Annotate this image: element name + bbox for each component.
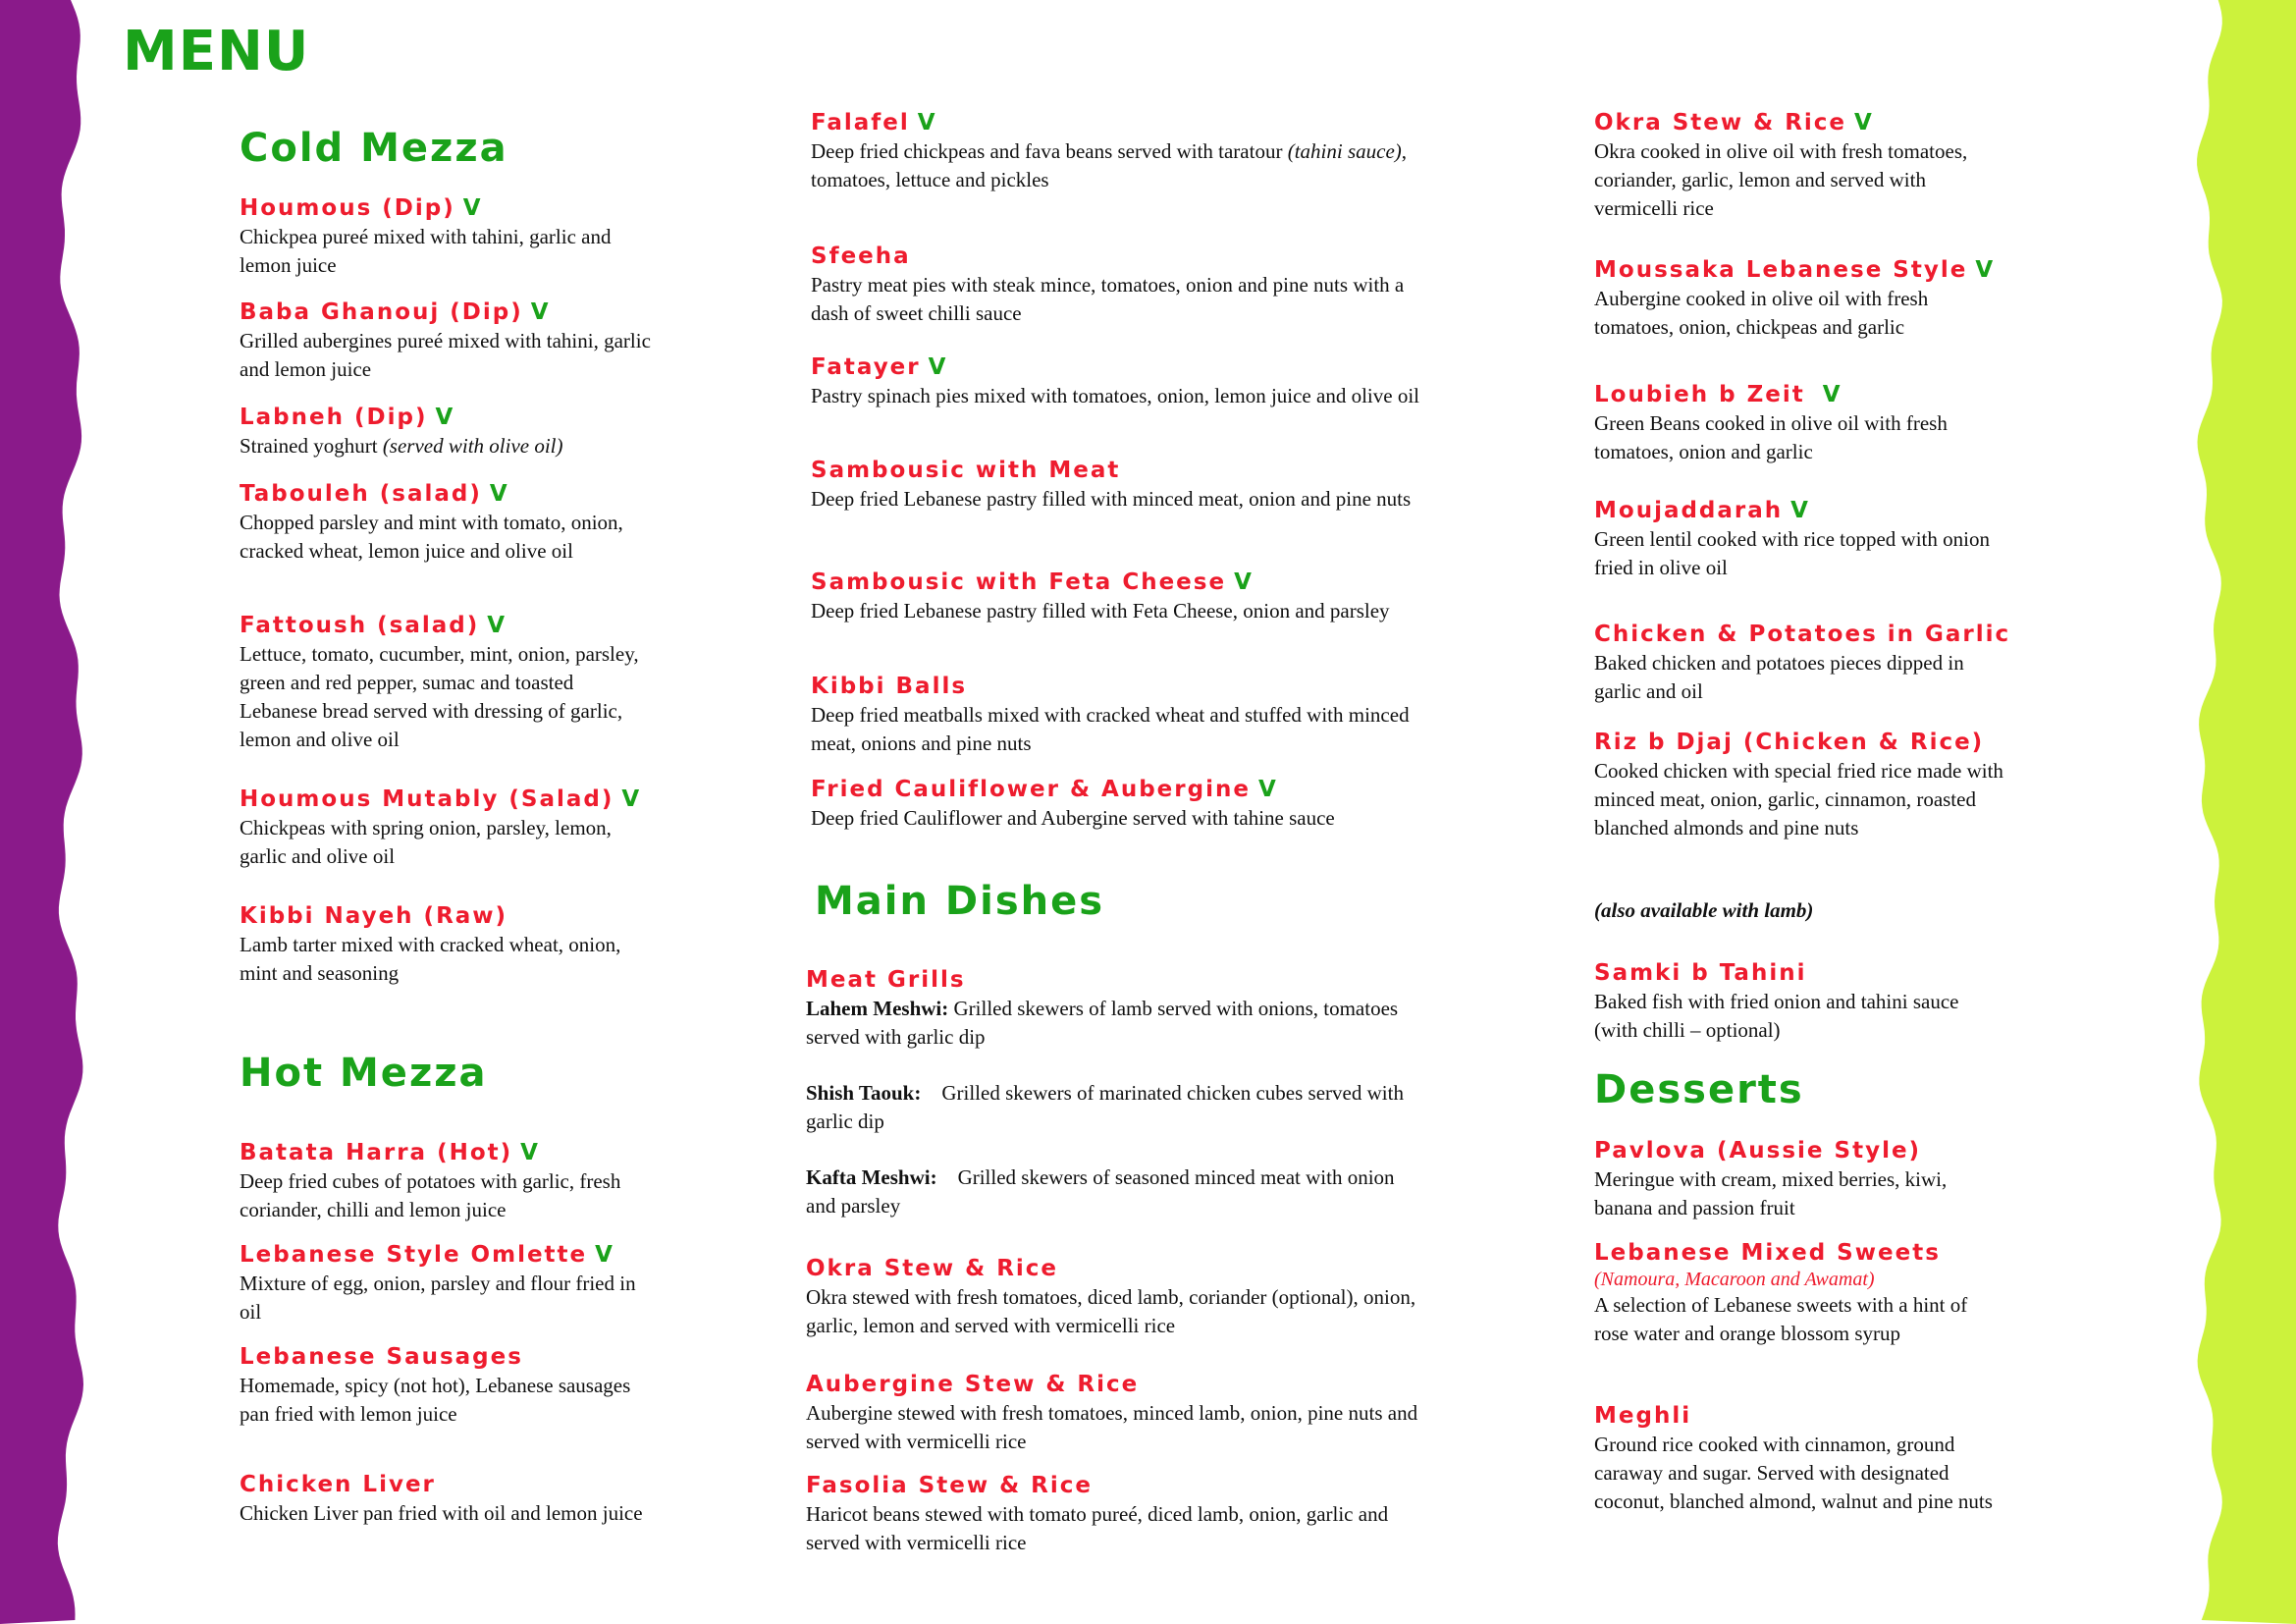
item-description: Chickpeas with spring onion, parsley, lemon, garlic and olive oil	[240, 816, 612, 868]
item-name: Okra Stew & Rice	[1594, 110, 1847, 135]
menu-item	[1594, 1136, 2006, 1222]
menu-item	[806, 1471, 1429, 1557]
item-name: Samki b Tahini	[1594, 960, 1807, 986]
item-description: Aubergine stewed with fresh tomatoes, minced lamb, onion, pine nuts and served with vermicelli rice	[806, 1401, 1418, 1453]
item-description-note: (served with olive oil)	[382, 434, 563, 458]
item-description: Grilled skewers of marinated chicken cubes served with garlic dip	[806, 1081, 1404, 1133]
menu-item	[240, 1240, 652, 1326]
menu-item	[1594, 496, 2006, 582]
vegetarian-mark: V	[520, 1140, 540, 1165]
menu-item	[811, 456, 1429, 514]
item-description: Grilled skewers of lamb served with onions, tomatoes served with garlic dip	[806, 997, 1399, 1049]
menu-item	[240, 479, 652, 566]
item-description: Pastry meat pies with steak mince, tomatoes, onion and pine nuts with a dash of sweet chilli sauce	[811, 273, 1405, 325]
menu-item	[811, 672, 1429, 758]
item-name: Lebanese Sausages	[240, 1344, 523, 1370]
menu-item	[811, 108, 1429, 194]
item-description: Deep fried chickpeas and fava beans served with taratour	[811, 139, 1283, 163]
vegetarian-mark: V	[1822, 382, 1842, 407]
item-name: Sambousic with Meat	[811, 458, 1121, 483]
item-name: Batata Harra (Hot)	[240, 1140, 513, 1165]
menu-item	[1594, 728, 2006, 842]
menu-item	[1594, 380, 2006, 466]
item-description: Baked fish with fried onion and tahini sauce (with chilli – optional)	[1594, 990, 1959, 1042]
vegetarian-mark: V	[595, 1242, 614, 1268]
vegetarian-mark: V	[530, 299, 551, 325]
section-title-hot-mezza: Hot Mezza	[240, 1051, 488, 1096]
item-description: Ground rice cooked with cinnamon, ground caraway and sugar. Served with designated coconut, blanched almond, walnut and pine nuts	[1594, 1433, 1993, 1513]
menu-item	[240, 1138, 652, 1224]
menu-item	[240, 901, 652, 988]
item-name: Aubergine Stew & Rice	[806, 1372, 1140, 1397]
item-description: Baked chicken and potatoes pieces dipped in garlic and oil	[1594, 651, 1964, 703]
item-description: Haricot beans stewed with tomato pureé, diced lamb, onion, garlic and served with vermicelli rice	[806, 1502, 1389, 1554]
vegetarian-mark: V	[928, 354, 948, 380]
item-name: Moujaddarah	[1594, 498, 1784, 523]
menu-item	[240, 1342, 652, 1429]
item-description: Deep fried meatballs mixed with cracked wheat and stuffed with minced meat, onions and pine nuts	[811, 703, 1410, 755]
item-name: Kibbi Balls	[811, 674, 968, 699]
item-name: Houmous Mutably (Salad)	[240, 786, 614, 812]
item-name: Riz b Djaj (Chicken & Rice)	[1594, 730, 1985, 755]
meat-grills	[806, 965, 1429, 1220]
item-description-note: (tahini sauce)	[1287, 139, 1402, 163]
item-description: Mixture of egg, onion, parsley and flour fried in oil	[240, 1272, 636, 1324]
right-decorative-band	[2194, 0, 2296, 1624]
vegetarian-mark: V	[462, 195, 483, 221]
vegetarian-mark: V	[621, 786, 642, 812]
item-description: Lamb tarter mixed with cracked wheat, onion, mint and seasoning	[240, 933, 621, 985]
item-description: Strained yoghurt	[240, 434, 378, 458]
menu-item	[240, 611, 652, 754]
menu-item	[240, 1470, 652, 1528]
menu-item	[1594, 620, 2011, 706]
item-description: Chicken Liver pan fried with oil and lemon juice	[240, 1501, 643, 1525]
item-name: Houmous (Dip)	[240, 195, 455, 221]
item-description: Lettuce, tomato, cucumber, mint, onion, parsley, green and red pepper, sumac and toasted Lebanese bread served with dressing of garlic, lemon and olive oil	[240, 642, 639, 751]
item-name: Kibbi Nayeh (Raw)	[240, 903, 508, 929]
item-name: Pavlova (Aussie Style)	[1594, 1138, 1922, 1164]
menu-item	[811, 242, 1429, 328]
item-name: Fasolia Stew & Rice	[806, 1473, 1093, 1498]
item-description: Deep fried Cauliflower and Aubergine served with tahine sauce	[811, 806, 1335, 830]
item-name: Sfeeha	[811, 244, 911, 269]
item-description: Grilled aubergines pureé mixed with tahini, garlic and lemon juice	[240, 329, 651, 381]
menu-item	[811, 352, 1429, 410]
menu-item	[240, 298, 652, 384]
item-description: Cooked chicken with special fried rice made with minced meat, onion, garlic, cinnamon, roasted blanched almonds and pine nuts	[1594, 759, 2003, 839]
item-description-end: , tomatoes, lettuce and pickles	[811, 139, 1408, 191]
item-name: Chicken & Potatoes in Garlic	[1594, 622, 2011, 647]
item-description: Deep fried cubes of potatoes with garlic, fresh coriander, chilli and lemon juice	[240, 1169, 621, 1221]
item-name: Sambousic with Feta Cheese	[811, 569, 1227, 595]
menu-item	[1594, 255, 2006, 342]
menu-item	[806, 1370, 1429, 1456]
grill-label: Kafta Meshwi:	[806, 1165, 937, 1189]
section-title-cold-mezza: Cold Mezza	[240, 126, 508, 171]
menu-item	[240, 785, 652, 871]
item-name: Fried Cauliflower & Aubergine	[811, 777, 1251, 802]
item-name: Moussaka Lebanese Style	[1594, 257, 1968, 283]
item-name: Chicken Liver	[240, 1472, 436, 1497]
item-name: Loubieh b Zeit	[1594, 382, 1805, 407]
section-title-main-dishes: Main Dishes	[815, 879, 1105, 924]
item-name: Fatayer	[811, 354, 921, 380]
vegetarian-mark: V	[917, 110, 937, 135]
item-name: Meat Grills	[806, 967, 966, 993]
item-description: Deep fried Lebanese pastry filled with Feta Cheese, onion and parsley	[811, 599, 1390, 623]
left-decorative-band	[0, 0, 93, 1624]
menu-item	[1594, 1401, 2006, 1516]
grill-label: Lahem Meshwi:	[806, 997, 949, 1020]
menu-item	[240, 193, 652, 280]
item-name: Labneh (Dip)	[240, 405, 428, 430]
item-description: A selection of Lebanese sweets with a hint of rose water and orange blossom syrup	[1594, 1293, 1968, 1345]
menu-item	[1594, 108, 2006, 223]
item-description: Aubergine cooked in olive oil with fresh tomatoes, onion, chickpeas and garlic	[1594, 287, 1929, 339]
item-name: Fattoush (salad)	[240, 613, 480, 638]
item-description: Deep fried Lebanese pastry filled with minced meat, onion and pine nuts	[811, 487, 1412, 511]
item-name: Lebanese Style Omlette	[240, 1242, 588, 1268]
menu-title: MENU	[123, 20, 310, 83]
menu-item	[1594, 958, 2006, 1045]
item-name: Okra Stew & Rice	[806, 1256, 1059, 1281]
item-description: Meringue with cream, mixed berries, kiwi, banana and passion fruit	[1594, 1167, 1948, 1219]
vegetarian-mark: V	[1975, 257, 1996, 283]
item-description: Pastry spinach pies mixed with tomatoes, onion, lemon juice and olive oil	[811, 384, 1419, 407]
availability-note: (also available with lamb)	[1594, 898, 1814, 922]
item-name: Baba Ghanouj (Dip)	[240, 299, 523, 325]
item-description: Green Beans cooked in olive oil with fresh tomatoes, onion and garlic	[1594, 411, 1948, 463]
menu-item	[1594, 1238, 2006, 1348]
item-description: Okra stewed with fresh tomatoes, diced lamb, coriander (optional), onion, garlic, lemon and served with vermicelli rice	[806, 1285, 1416, 1337]
grill-label: Shish Taouk:	[806, 1081, 922, 1105]
menu-item	[806, 1254, 1429, 1340]
menu-item	[811, 775, 1429, 833]
item-description: Chickpea pureé mixed with tahini, garlic and lemon juice	[240, 225, 612, 277]
vegetarian-mark: V	[1234, 569, 1254, 595]
item-name: Meghli	[1594, 1403, 1692, 1429]
vegetarian-mark: V	[1854, 110, 1874, 135]
item-name: Lebanese Mixed Sweets	[1594, 1240, 1941, 1266]
vegetarian-mark: V	[487, 613, 507, 638]
vegetarian-mark: V	[489, 481, 509, 507]
item-description: Chopped parsley and mint with tomato, onion, cracked wheat, lemon juice and olive oil	[240, 511, 623, 563]
item-subtitle: (Namoura, Macaroon and Awamat)	[1594, 1269, 1875, 1290]
menu-item	[240, 403, 652, 460]
item-description: Green lentil cooked with rice topped with onion fried in olive oil	[1594, 527, 1990, 579]
vegetarian-mark: V	[1257, 777, 1278, 802]
item-description: Homemade, spicy (not hot), Lebanese sausages pan fried with lemon juice	[240, 1374, 631, 1426]
vegetarian-mark: V	[435, 405, 455, 430]
item-description: Okra cooked in olive oil with fresh tomatoes, coriander, garlic, lemon and served with vermicelli rice	[1594, 139, 1968, 220]
item-name: Tabouleh (salad)	[240, 481, 482, 507]
section-title-desserts: Desserts	[1594, 1067, 1804, 1112]
vegetarian-mark: V	[1790, 498, 1810, 523]
menu-item	[811, 568, 1429, 625]
item-description: Grilled skewers of seasoned minced meat with onion and parsley	[806, 1165, 1395, 1218]
item-name: Falafel	[811, 110, 910, 135]
